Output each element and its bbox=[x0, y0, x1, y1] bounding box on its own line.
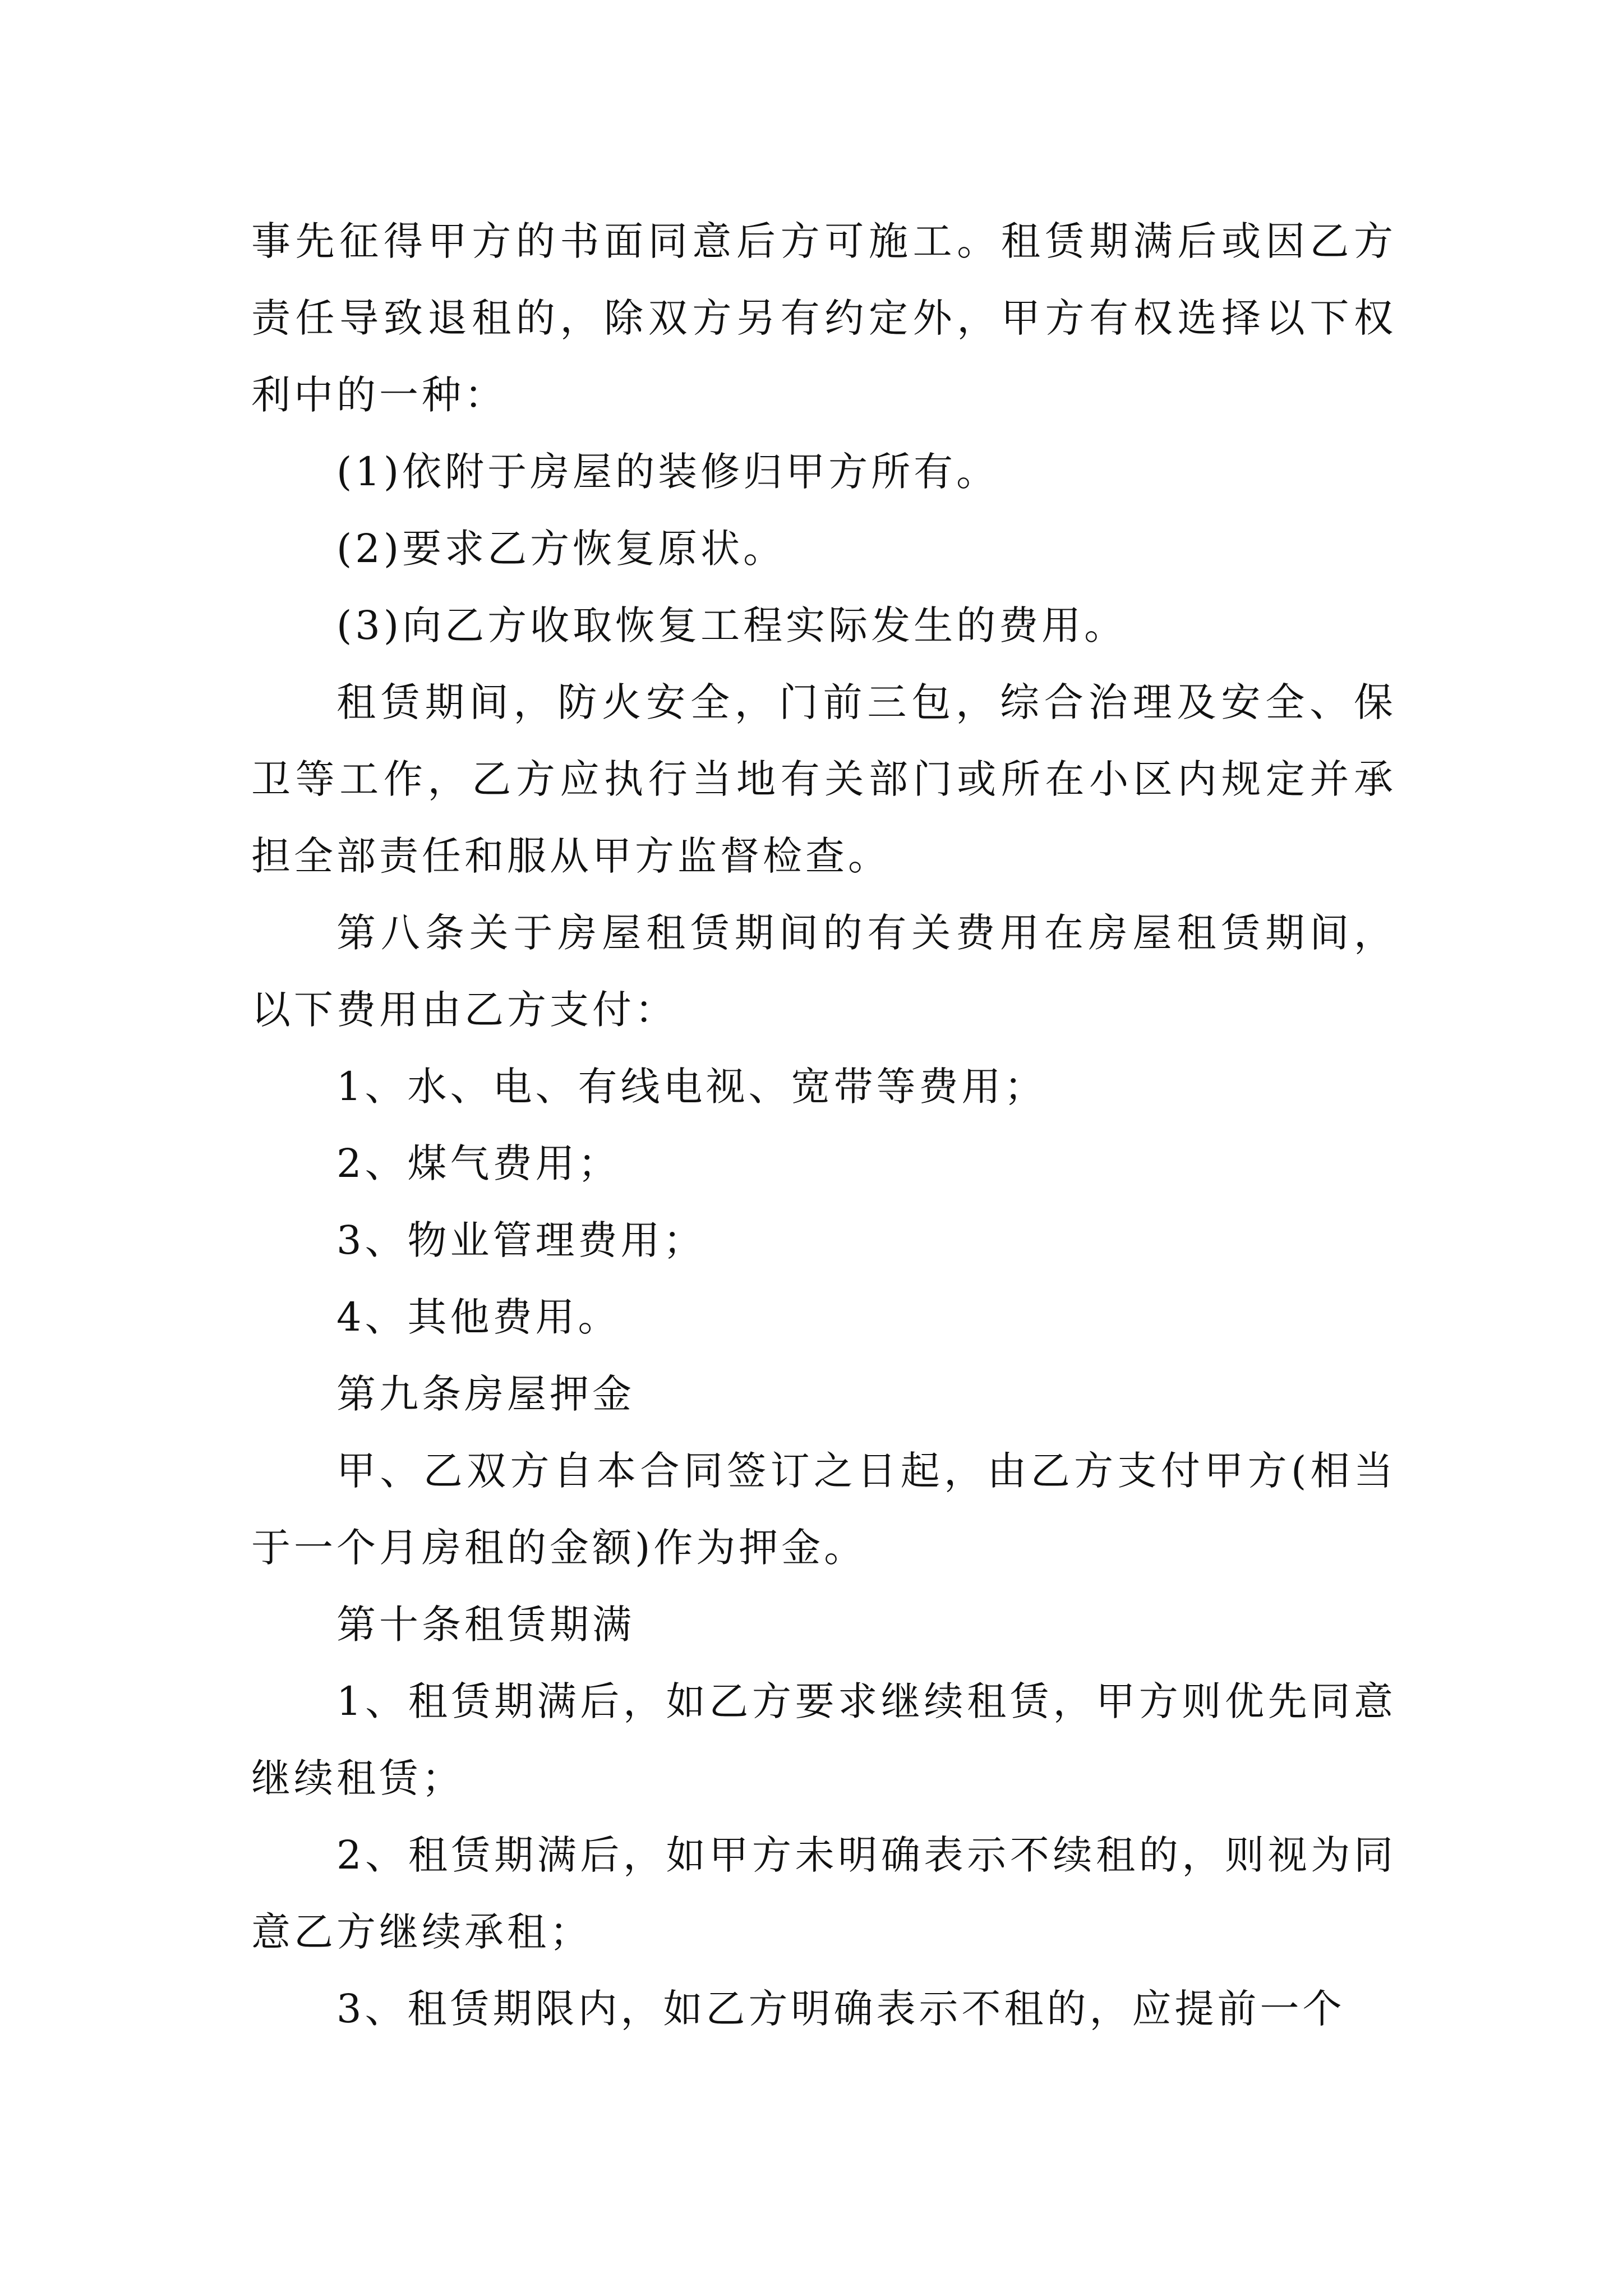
list-item-expiry-1: 1、租赁期满后，如乙方要求继续租赁，甲方则优先同意继续租赁； bbox=[251, 1678, 1396, 1801]
list-item-fee-2: 2、煤气费用； bbox=[336, 1140, 621, 1186]
list-item-option-2: (2)要求乙方恢复原状。 bbox=[336, 526, 786, 572]
paragraph-deposit: 甲、乙双方自本合同签订之日起，由乙方支付甲方(相当于一个月房租的金额)作为押金。 bbox=[251, 1448, 1396, 1571]
paragraph-safety-duties: 租赁期间，防火安全，门前三包，综合治理及安全、保卫等工作，乙方应执行当地有关部门或所在小区内规定并承担全部责任和服从甲方监督检查。 bbox=[251, 679, 1396, 879]
list-item-option-1: (1)依附于房屋的装修归甲方所有。 bbox=[336, 449, 999, 495]
heading-article-9: 第九条房屋押金 bbox=[336, 1371, 635, 1417]
list-item-fee-3: 3、物业管理费用； bbox=[336, 1217, 706, 1263]
list-item-fee-4: 4、其他费用。 bbox=[336, 1294, 621, 1340]
heading-article-10: 第十条租赁期满 bbox=[336, 1602, 635, 1648]
list-item-expiry-3: 3、租赁期限内，如乙方明确表示不租的，应提前一个 bbox=[336, 1986, 1345, 2032]
paragraph-decoration-clause: 事先征得甲方的书面同意后方可施工。租赁期满后或因乙方责任导致退租的，除双方另有约定外，甲方有权选择以下权利中的一种： bbox=[251, 218, 1396, 418]
list-item-option-3: (3)向乙方收取恢复工程实际发生的费用。 bbox=[336, 602, 1127, 648]
document-body bbox=[251, 203, 1396, 2047]
list-item-fee-1: 1、水、电、有线电视、宽带等费用； bbox=[336, 1064, 1047, 1110]
paragraph-article-8: 第八条关于房屋租赁期间的有关费用在房屋租赁期间，以下费用由乙方支付： bbox=[251, 910, 1396, 1033]
list-item-expiry-2: 2、租赁期满后，如甲方未明确表示不续租的，则视为同意乙方继续承租； bbox=[251, 1832, 1396, 1955]
